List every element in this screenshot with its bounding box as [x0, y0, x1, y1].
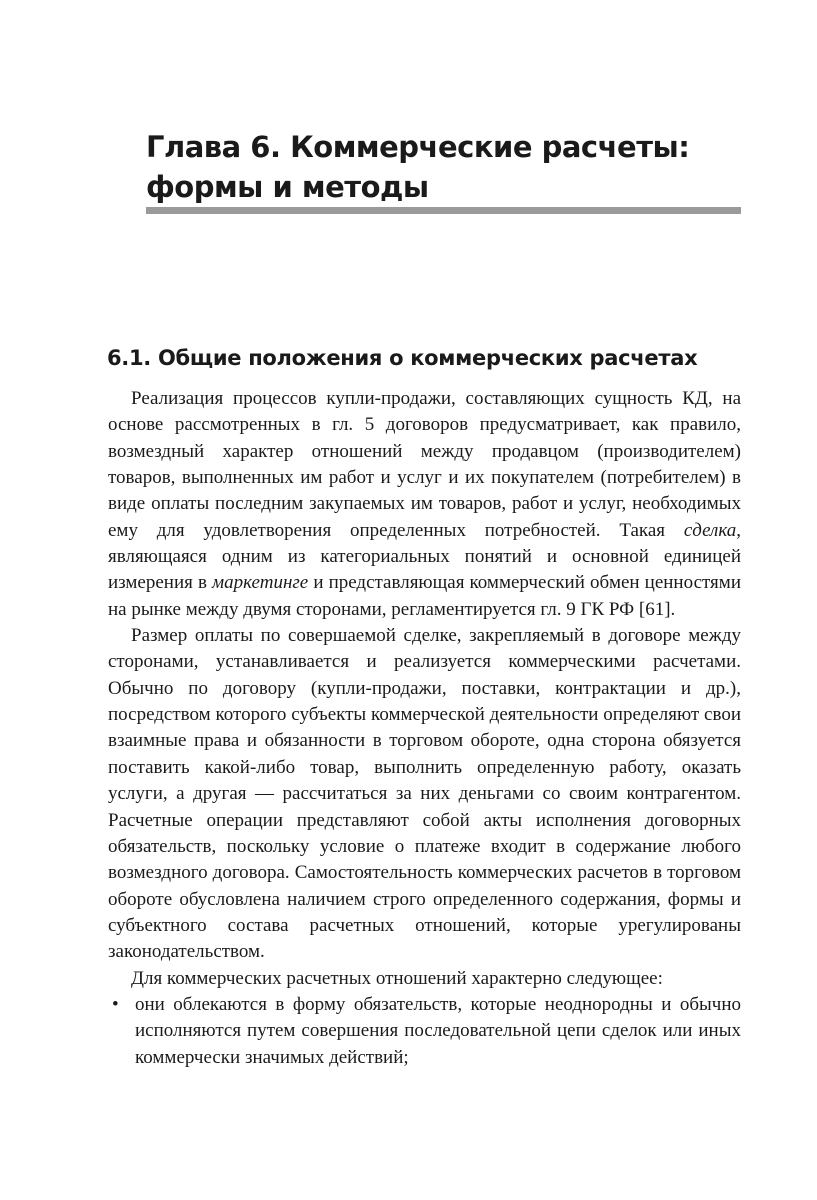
paragraph-2: Размер оплаты по совершаемой сделке, закрепляемый в договоре между сторонами, устанавливается и реализуется коммерческими расчетами. Обычно по договору (купли-продажи, поставки, контрактации и др.), посредством которого субъекты коммерческой деятельности определяют свои взаимные права и обязанности в торговом обороте, одна сторона обязуется поставить какой-либо товар, выполнить определенную работу, оказать услуги, а другая — рассчитаться за них деньгами со своим контрагентом. Расчетные операции представляют собой акты исполнения договорных обязательств, поскольку условие о платеже входит в содержание любого возмездного договора. Самостоятельность коммерческих расчетов в торговом обороте обусловлена наличием строго определенного содержания, формы и субъектного состава расчетных отношений, которые урегулированы законодательством.: [108, 625, 741, 963]
bullet-list: [108, 992, 741, 1071]
term-sdelka: сделка: [683, 519, 737, 541]
section-title: 6.1. Общие положения о коммерческих расчетах: [107, 346, 698, 370]
chapter-title-rule: [146, 207, 741, 214]
term-marketing: маркетинге: [212, 572, 309, 594]
paragraph-1-text-c: и представляющая коммерческий обмен ценностями на рынке между двумя сторонами, регламентируется гл. 9 ГК РФ [61].: [108, 572, 741, 620]
bullet-icon: •: [112, 993, 119, 1015]
chapter-title-line-2: формы и методы: [146, 170, 429, 204]
paragraph-1-text-b: , являющаяся одним из категориальных понятий и основной единицей измерения в: [108, 519, 741, 594]
paragraph-1-text-a: Реализация процессов купли-продажи, составляющих сущность КД, на основе рассмотренных в гл. 5 договоров предусматривает, как правило, возмездный характер отношений между продавцом (производителем) товаров, выполненных им работ и услуг и их покупателем (потребителем) в виде оплаты последним закупаемых им товаров, работ и услуг, необходимых ему для удовлетворения определенных потребностей. Такая: [108, 388, 741, 541]
chapter-title-line-1: Глава 6. Коммерческие расчеты:: [146, 130, 690, 164]
list-item-text: они облекаются в форму обязательств, которые неоднородны и обычно исполняются путем совершения последовательной цепи сделок или иных коммерчески значимых действий;: [135, 993, 741, 1068]
chapter-title: [146, 127, 746, 207]
paragraph-3: Для коммерческих расчетных отношений характерно следующее:: [131, 967, 663, 989]
paragraph-1: [108, 386, 741, 623]
body-text: [108, 386, 741, 1071]
list-item: [112, 992, 741, 1071]
